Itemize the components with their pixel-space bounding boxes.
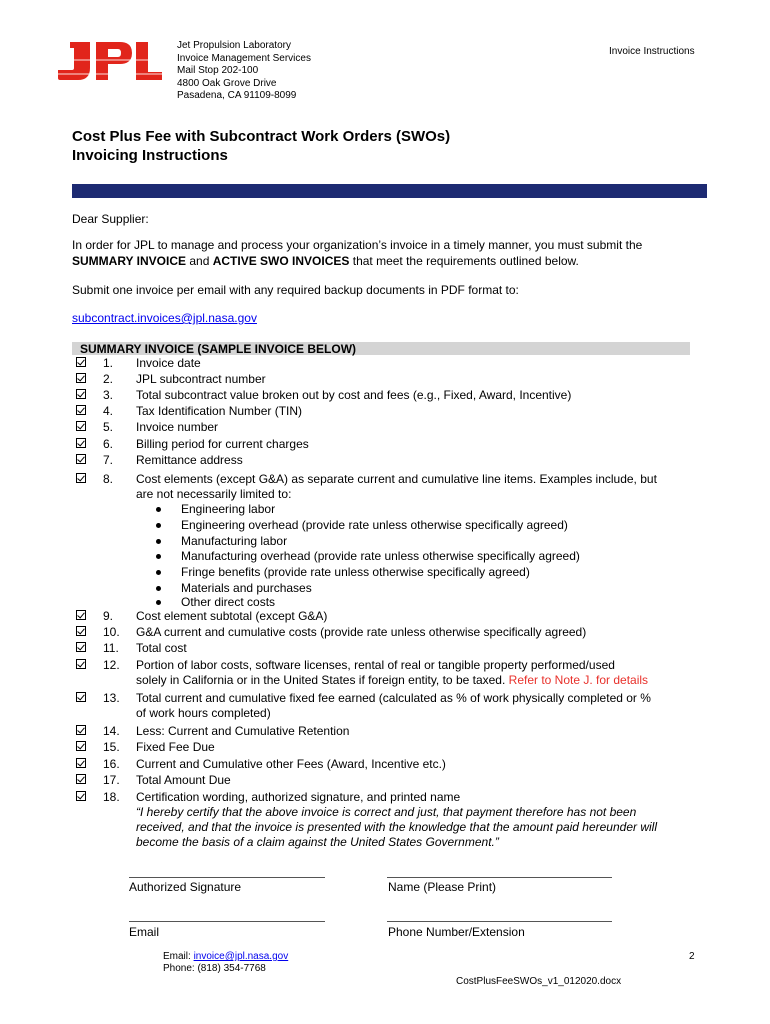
item-text: Billing period for current charges bbox=[136, 437, 309, 451]
note-j-reference: Refer to Note J. for details bbox=[508, 673, 649, 687]
item-number: 2. bbox=[103, 372, 114, 386]
intro-line-2 bbox=[72, 253, 702, 269]
item-number: 8. bbox=[103, 472, 114, 486]
item-text: Total subcontract value broken out by cost and fees (e.g., Fixed, Award, Incentive) bbox=[136, 388, 572, 402]
address-line: Jet Propulsion Laboratory bbox=[177, 40, 291, 51]
subcontract-email-link[interactable]: subcontract.invoices@jpl.nasa.gov bbox=[72, 311, 257, 325]
page-title bbox=[72, 127, 450, 165]
title-line-1: Cost Plus Fee with Subcontract Work Orders (SWOs) bbox=[72, 128, 451, 145]
email-signature-line[interactable] bbox=[129, 921, 325, 922]
intro-conjunction: and bbox=[186, 254, 213, 268]
title-divider-bar bbox=[72, 184, 707, 198]
item-text: solely in California or in the United States if foreign entity, to be taxed. bbox=[136, 673, 509, 687]
checkbox-checked-icon bbox=[76, 389, 86, 399]
item-text: Portion of labor costs, software licenses, rental of real or tangible property performed/used bbox=[136, 658, 615, 672]
item-text: Cost elements (except G&A) as separate current and cumulative line items. Examples include, but bbox=[136, 472, 657, 486]
email-label: Email bbox=[129, 925, 160, 939]
item-text-block bbox=[136, 658, 696, 688]
bullet-text: Materials and purchases bbox=[181, 581, 312, 595]
item-text: Cost element subtotal (except G&A) bbox=[136, 609, 328, 623]
item-text-block bbox=[136, 472, 696, 502]
item-number: 11. bbox=[103, 641, 119, 655]
checkbox-checked-icon bbox=[76, 610, 86, 620]
checkbox-checked-icon bbox=[76, 626, 86, 636]
item-text-block bbox=[136, 691, 696, 721]
checkbox-checked-icon bbox=[76, 454, 86, 464]
checkbox-checked-icon bbox=[76, 692, 86, 702]
active-swo-term: ACTIVE SWO INVOICES bbox=[212, 254, 350, 268]
footer-email-link[interactable]: invoice@jpl.nasa.gov bbox=[193, 951, 289, 962]
checkbox-checked-icon bbox=[76, 421, 86, 431]
item-text: Certification wording, authorized signature, and printed name bbox=[136, 790, 461, 804]
greeting: Dear Supplier: bbox=[72, 212, 149, 226]
submit-instruction: Submit one invoice per email with any required backup documents in PDF format to: bbox=[72, 283, 519, 297]
footer-email-line bbox=[163, 951, 288, 963]
summary-invoice-term: SUMMARY INVOICE bbox=[72, 254, 187, 268]
title-line-2: Invoicing Instructions bbox=[72, 147, 228, 164]
checkbox-checked-icon bbox=[76, 741, 86, 751]
bullet-dot-icon bbox=[156, 570, 161, 575]
item-text: Current and Cumulative other Fees (Award, Incentive etc.) bbox=[136, 757, 446, 771]
item-number: 7. bbox=[103, 453, 114, 467]
intro-paragraph bbox=[72, 237, 702, 269]
item-text: are not necessarily limited to: bbox=[136, 487, 292, 501]
item-text: Total current and cumulative fixed fee earned (calculated as % of work physically completed or % bbox=[136, 691, 651, 705]
jpl-logo bbox=[56, 40, 164, 84]
bullet-dot-icon bbox=[156, 554, 161, 559]
certification-text-line: “I hereby certify that the above invoice is correct and just, that payment therefore has not been bbox=[136, 805, 637, 819]
address-line: Invoice Management Services bbox=[177, 52, 311, 64]
document-filename: CostPlusFeeSWOs_v1_012020.docx bbox=[456, 976, 622, 987]
section-heading: SUMMARY INVOICE (SAMPLE INVOICE BELOW) bbox=[80, 342, 357, 356]
bullet-dot-icon bbox=[156, 600, 161, 605]
bullet-text: Other direct costs bbox=[181, 595, 276, 609]
header-doc-label: Invoice Instructions bbox=[609, 46, 695, 57]
item-number: 13. bbox=[103, 691, 120, 705]
item-text-line bbox=[136, 673, 696, 688]
authorized-signature-line[interactable] bbox=[129, 877, 325, 878]
bullet-dot-icon bbox=[156, 539, 161, 544]
printed-name-line[interactable] bbox=[387, 877, 612, 878]
bullet-text: Fringe benefits (provide rate unless otherwise specifically agreed) bbox=[181, 565, 530, 579]
checkbox-checked-icon bbox=[76, 758, 86, 768]
item-number: 12. bbox=[103, 658, 120, 672]
item-text: Less: Current and Cumulative Retention bbox=[136, 724, 350, 738]
bullet-text: Manufacturing labor bbox=[181, 534, 288, 548]
item-text: Fixed Fee Due bbox=[136, 740, 215, 754]
checkbox-checked-icon bbox=[76, 405, 86, 415]
bullet-dot-icon bbox=[156, 507, 161, 512]
address-line: 4800 Oak Grove Drive bbox=[177, 77, 277, 89]
checkbox-checked-icon bbox=[76, 774, 86, 784]
item-text: Invoice number bbox=[136, 420, 219, 434]
intro-line-1: In order for JPL to manage and process your organization’s invoice in a timely manner, you must submit the bbox=[72, 238, 643, 252]
certification-text-line: received, and that the invoice is presented with the knowledge that the amount paid hereunder will bbox=[136, 820, 657, 834]
checkbox-checked-icon bbox=[76, 373, 86, 383]
item-text: Invoice date bbox=[136, 356, 201, 370]
intro-tail: that meet the requirements outlined below. bbox=[349, 254, 579, 268]
item-number: 3. bbox=[103, 388, 114, 402]
item-number: 17. bbox=[103, 773, 120, 787]
item-number: 14. bbox=[103, 724, 120, 738]
checkbox-checked-icon bbox=[76, 642, 86, 652]
bullet-text: Manufacturing overhead (provide rate unless otherwise specifically agreed) bbox=[181, 549, 580, 563]
bullet-text: Engineering labor bbox=[181, 502, 276, 516]
phone-line[interactable] bbox=[387, 921, 612, 922]
printed-name-label: Name (Please Print) bbox=[388, 880, 497, 894]
address-block bbox=[177, 40, 311, 103]
item-text: Total Amount Due bbox=[136, 773, 231, 787]
item-number: 16. bbox=[103, 757, 120, 771]
footer-phone: Phone: (818) 354-7768 bbox=[163, 963, 266, 974]
address-line: Pasadena, CA 91109-8099 bbox=[177, 90, 297, 102]
item-text: Tax Identification Number (TIN) bbox=[136, 404, 303, 418]
item-number: 9. bbox=[103, 609, 114, 623]
bullet-dot-icon bbox=[156, 523, 161, 528]
address-line: Mail Stop 202-100 bbox=[177, 65, 259, 77]
item-number: 6. bbox=[103, 437, 114, 451]
item-number: 4. bbox=[103, 404, 114, 418]
item-text: of work hours completed) bbox=[136, 706, 271, 720]
page-number: 2 bbox=[689, 951, 695, 962]
item-number: 10. bbox=[103, 625, 120, 639]
item-text: G&A current and cumulative costs (provide rate unless otherwise specifically agreed) bbox=[136, 625, 587, 639]
item-text-block bbox=[136, 790, 696, 850]
footer-email-label: Email: bbox=[163, 951, 194, 962]
certification-text-line: become the basis of a claim against the United States Government.” bbox=[136, 835, 499, 849]
bullet-dot-icon bbox=[156, 586, 161, 591]
item-number: 18. bbox=[103, 790, 120, 804]
bullet-text: Engineering overhead (provide rate unless otherwise specifically agreed) bbox=[181, 518, 568, 532]
item-number: 1. bbox=[103, 356, 114, 370]
checkbox-checked-icon bbox=[76, 357, 86, 367]
checkbox-checked-icon bbox=[76, 725, 86, 735]
item-text: Total cost bbox=[136, 641, 187, 655]
phone-label: Phone Number/Extension bbox=[388, 925, 525, 939]
authorized-signature-label: Authorized Signature bbox=[129, 880, 242, 894]
item-text: Remittance address bbox=[136, 453, 243, 467]
checkbox-checked-icon bbox=[76, 438, 86, 448]
footer-contact bbox=[163, 951, 288, 975]
item-number: 5. bbox=[103, 420, 114, 434]
checkbox-checked-icon bbox=[76, 791, 86, 801]
checkbox-checked-icon bbox=[76, 473, 86, 483]
checkbox-checked-icon bbox=[76, 659, 86, 669]
item-text: JPL subcontract number bbox=[136, 372, 266, 386]
item-number: 15. bbox=[103, 740, 120, 754]
